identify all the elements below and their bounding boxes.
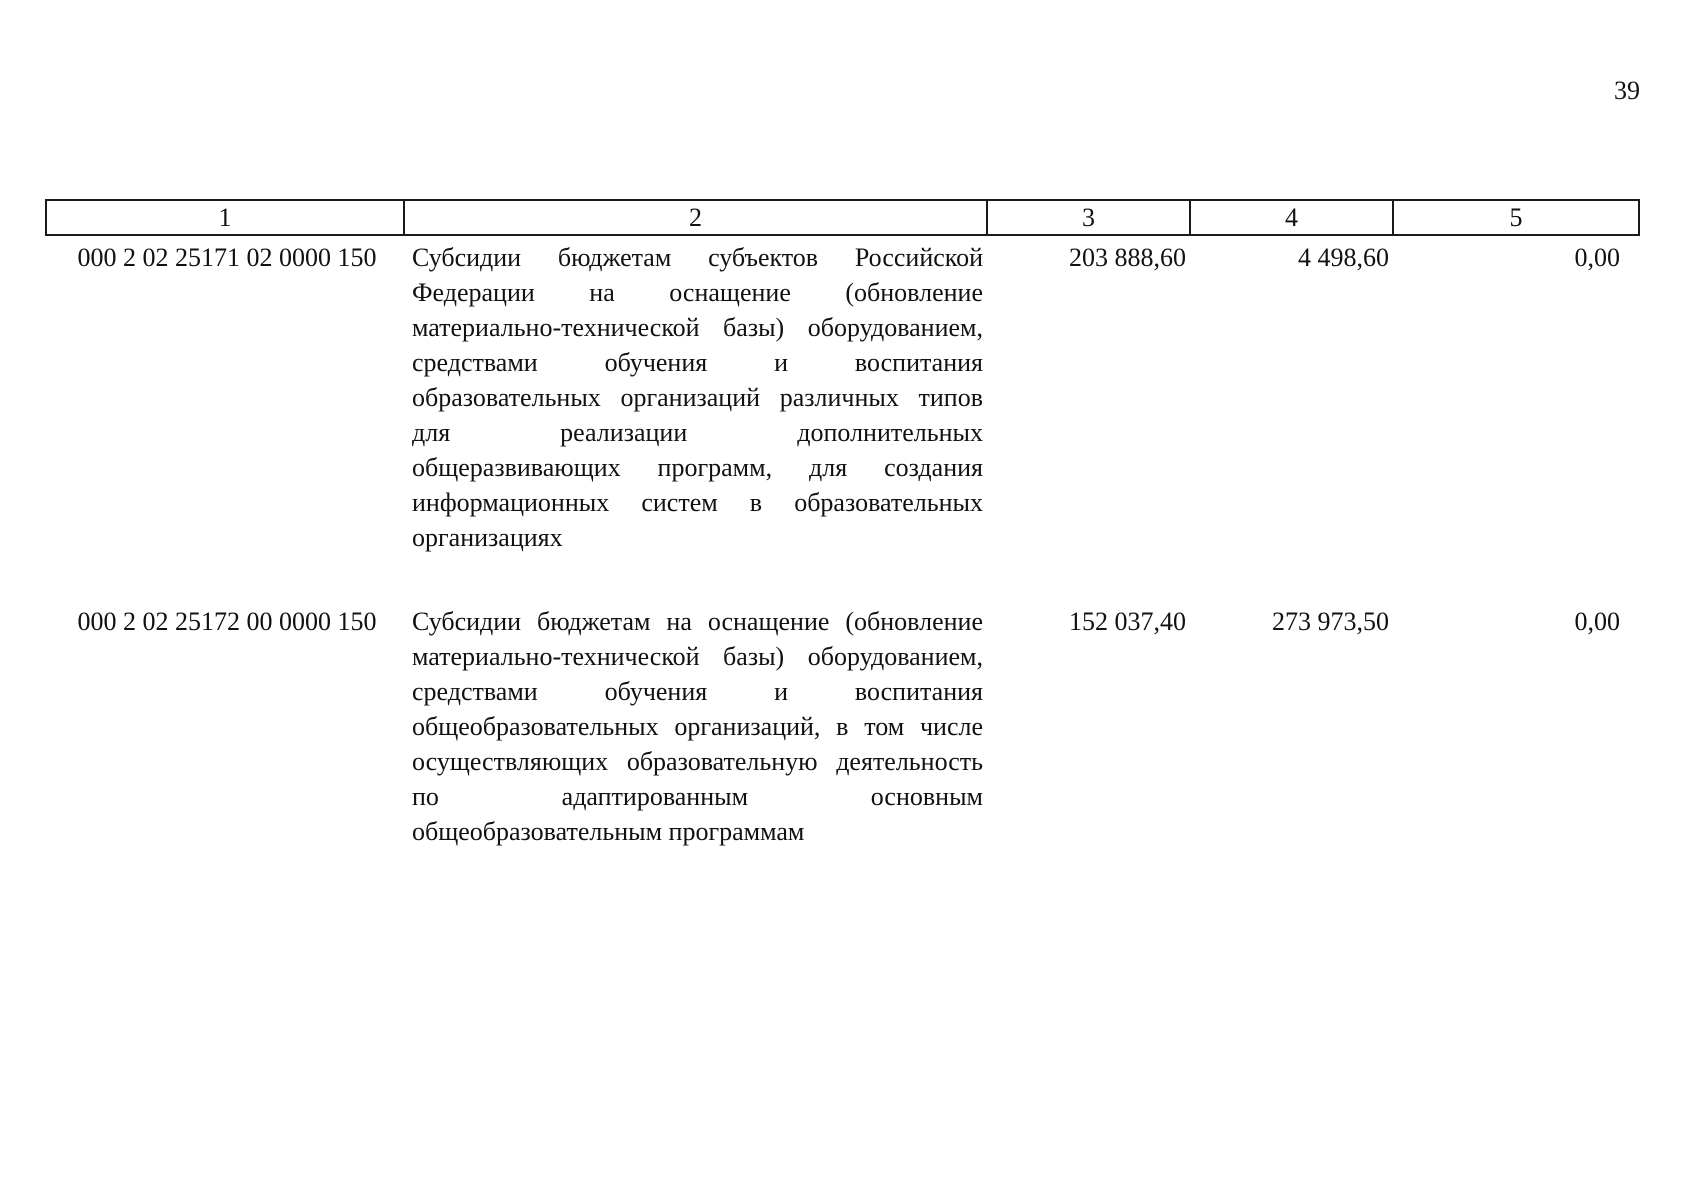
header-col-4: 4	[1190, 200, 1393, 235]
header-col-3: 3	[987, 200, 1190, 235]
value-col-4: 273 973,50	[1272, 607, 1389, 636]
table-header-row	[46, 200, 1639, 235]
value-col-5: 0,00	[1574, 243, 1620, 272]
budget-code: 000 2 02 25171 02 0000 150	[77, 243, 377, 272]
header-col-2: 2	[404, 200, 987, 235]
table-row	[46, 235, 1639, 555]
value-col-5: 0,00	[1574, 607, 1620, 636]
page-number: 39	[1614, 76, 1640, 105]
table-row	[46, 555, 1639, 849]
header-col-1: 1	[46, 200, 404, 235]
header-col-5: 5	[1393, 200, 1639, 235]
value-col-4: 4 498,60	[1298, 243, 1389, 272]
budget-table	[45, 199, 1640, 849]
row-description: Субсидии бюджетам на оснащение (обновление материально-технической базы) оборудованием, средствами обучения и воспитания общеобразовательных организаций, в том числе осуществляющих образовательную деятельность по адаптированным основным общеобразовательным программам	[412, 607, 983, 846]
budget-code: 000 2 02 25172 00 0000 150	[77, 607, 377, 636]
row-description: Субсидии бюджетам субъектов Российской Федерации на оснащение (обновление материально-технической базы) оборудованием, средствами обучения и воспитания образовательных организаций различных типов для реализации дополнительных общеразвивающих программ, для создания информационных систем в образовательных организациях	[412, 243, 983, 552]
value-col-3: 203 888,60	[1069, 243, 1186, 272]
value-col-3: 152 037,40	[1069, 607, 1186, 636]
